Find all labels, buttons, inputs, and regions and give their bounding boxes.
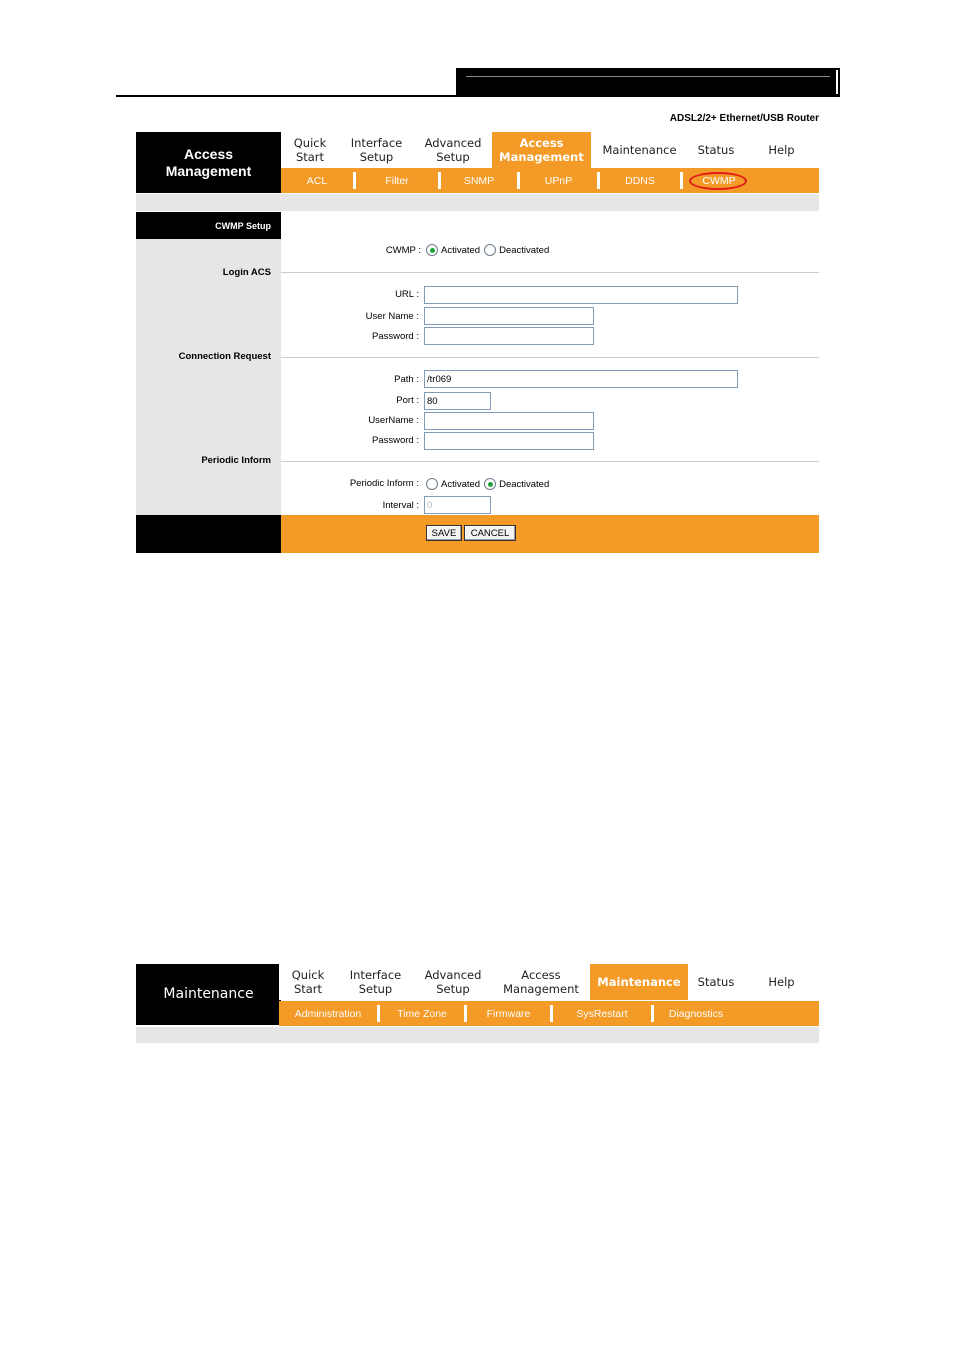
port-label: Port : xyxy=(396,395,419,406)
main-menu xyxy=(281,132,819,168)
interval-label: Interval : xyxy=(382,500,419,511)
periodic-deactivated-radio[interactable] xyxy=(484,478,496,490)
menu-status[interactable]: Status xyxy=(697,143,735,157)
footer-left-block xyxy=(136,515,281,553)
header-end-mark xyxy=(836,70,838,94)
section-divider xyxy=(281,461,819,462)
periodic-inform-radio-group xyxy=(426,478,553,490)
brand-block xyxy=(136,132,281,193)
header-rule xyxy=(466,76,830,77)
submenu-snmp[interactable]: SNMP xyxy=(463,174,495,187)
submenu-administration[interactable]: Administration xyxy=(294,1007,362,1020)
periodic-inform-label: Periodic Inform : xyxy=(349,478,419,489)
path-input[interactable] xyxy=(424,370,738,388)
cwmp-deactivated-label: Deactivated xyxy=(499,244,550,256)
connection-request-title: Connection Request xyxy=(178,351,271,362)
submenu-sysrestart[interactable]: SysRestart xyxy=(576,1007,628,1020)
section-divider xyxy=(281,272,819,273)
footer-button-bar xyxy=(281,515,819,553)
menu-access-management[interactable]: Access Management xyxy=(492,132,591,168)
left-label-column xyxy=(136,239,281,515)
login-acs-title: Login ACS xyxy=(222,267,271,278)
submenu-upnp[interactable]: UPnP xyxy=(544,174,573,187)
cwmp-radio-group xyxy=(426,244,553,256)
menu-advanced-setup[interactable]: Advanced Setup xyxy=(424,968,482,996)
submenu-acl[interactable]: ACL xyxy=(306,174,328,187)
cr-password-label: Password : xyxy=(372,435,419,446)
menu-quick-start[interactable]: Quick Start xyxy=(293,136,327,164)
periodic-activated-label: Activated xyxy=(441,478,481,490)
cr-password-input[interactable] xyxy=(424,432,594,450)
brand-line-1: Access xyxy=(183,145,234,162)
cwmp-deactivated-radio[interactable] xyxy=(484,244,496,256)
port-input[interactable] xyxy=(424,392,491,410)
periodic-activated-radio[interactable] xyxy=(426,478,438,490)
menu-help[interactable]: Help xyxy=(768,975,795,989)
acs-password-input[interactable] xyxy=(424,327,594,345)
cr-username-input[interactable] xyxy=(424,412,594,430)
menu-advanced-setup[interactable]: Advanced Setup xyxy=(424,136,482,164)
cwmp-highlight-ring xyxy=(689,172,747,190)
submenu-time-zone[interactable]: Time Zone xyxy=(397,1007,447,1020)
submenu-ddns[interactable]: DDNS xyxy=(625,174,655,187)
model-name: ADSL2/2+ Ethernet/USB Router xyxy=(669,113,819,124)
submenu-cwmp[interactable]: CWMP xyxy=(702,174,736,187)
menu-access-management[interactable]: Access Management xyxy=(503,968,579,996)
menu-status[interactable]: Status xyxy=(697,975,735,989)
menu-maintenance[interactable]: Maintenance xyxy=(602,143,677,157)
cwmp-activated-radio[interactable] xyxy=(426,244,438,256)
grey-spacer-band xyxy=(136,1027,819,1043)
path-label: Path : xyxy=(394,374,419,385)
cwmp-activated-label: Activated xyxy=(441,244,481,256)
cr-username-label: UserName : xyxy=(368,415,419,426)
acs-username-input[interactable] xyxy=(424,307,594,325)
section-divider xyxy=(281,357,819,358)
sub-menu xyxy=(279,1001,819,1026)
menu-maintenance[interactable]: Maintenance xyxy=(590,964,688,1000)
periodic-deactivated-label: Deactivated xyxy=(499,478,550,490)
save-button[interactable]: SAVE xyxy=(426,525,462,541)
menu-interface-setup[interactable]: Interface Setup xyxy=(349,968,402,996)
acs-password-label: Password : xyxy=(372,331,419,342)
periodic-inform-title: Periodic Inform xyxy=(201,455,271,466)
cancel-button[interactable]: CANCEL xyxy=(464,525,516,541)
page-header-bar xyxy=(456,68,840,96)
url-input[interactable] xyxy=(424,286,738,304)
menu-quick-start[interactable]: Quick Start xyxy=(291,968,325,996)
submenu-filter[interactable]: Filter xyxy=(385,174,409,187)
menu-interface-setup[interactable]: Interface Setup xyxy=(350,136,403,164)
menu-help[interactable]: Help xyxy=(768,143,795,157)
maintenance-screen xyxy=(136,964,819,1044)
interval-input[interactable] xyxy=(424,496,491,514)
cwmp-screen xyxy=(136,132,819,553)
sub-menu xyxy=(281,168,819,193)
brand-block: Maintenance xyxy=(136,964,281,1025)
section-title-cell: CWMP Setup xyxy=(136,212,281,239)
brand-line-2: Management xyxy=(165,162,252,179)
page-header-line xyxy=(116,95,840,97)
url-label: URL : xyxy=(395,289,419,300)
acs-username-label: User Name : xyxy=(365,311,419,322)
submenu-firmware[interactable]: Firmware xyxy=(486,1007,531,1020)
grey-spacer-band xyxy=(136,194,819,211)
cwmp-label: CWMP : xyxy=(385,245,421,256)
submenu-diagnostics[interactable]: Diagnostics xyxy=(668,1007,724,1020)
main-menu xyxy=(279,964,819,1000)
